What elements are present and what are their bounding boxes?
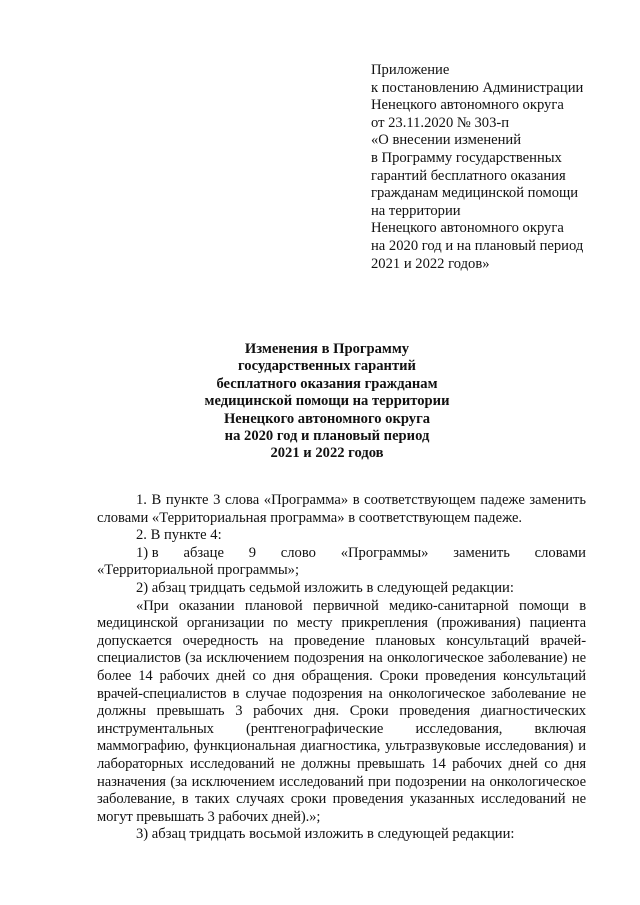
- appendix-line: Приложение: [371, 62, 450, 78]
- appendix-header: [371, 62, 631, 273]
- sub1-word: словами: [534, 544, 586, 561]
- appendix-line: к постановлению Администрации: [371, 79, 584, 96]
- appendix-line: на территории: [371, 202, 461, 219]
- appendix-line: на 2020 год и на плановый период: [371, 237, 584, 254]
- paragraph-sub-2: 2) абзац тридцать седьмой изложить в следующей редакции:: [136, 579, 514, 596]
- paragraph-sub-1: [97, 545, 586, 563]
- appendix-line: гарантий бесплатного оказания: [371, 167, 566, 184]
- paragraph-sub-1-tail: «Территориальной программы»;: [97, 562, 300, 579]
- sub1-word: абзаце: [183, 544, 224, 561]
- paragraph-item-2: 2. В пункте 4:: [136, 527, 222, 544]
- appendix-line: гражданам медицинской помощи: [371, 185, 579, 202]
- appendix-line: от 23.11.2020 № 303-п: [371, 114, 510, 131]
- title-line: государственных гарантий: [238, 358, 416, 375]
- title-line: 2021 и 2022 годов: [270, 445, 384, 462]
- paragraph-sub-3: 3) абзац тридцать восьмой изложить в следующей редакции:: [136, 826, 515, 843]
- appendix-line: 2021 и 2022 годов»: [371, 255, 490, 272]
- title-line: Ненецкого автономного округа: [223, 410, 431, 427]
- sub1-word: заменить: [453, 544, 510, 561]
- paragraph-item-1: 1. В пункте 3 слова «Программа» в соответствующем падеже заменить словами «Территориальная программа» в соответствующем падеже.: [97, 492, 586, 526]
- sub1-word: «Программы»: [340, 544, 429, 561]
- sub1-word: слово: [280, 544, 316, 561]
- title-line: Изменения в Программу: [244, 341, 410, 357]
- title-line: медицинской помощи на территории: [204, 393, 450, 410]
- paragraph-quote: «При оказании плановой первичной медико-санитарной помощи в медицинской организации по месту прикрепления (проживания) пациента допускается очередность на проведение плановых консультаций врачей-специалистов (за исключением подозрения на онкологическое заболевание) не более 14 рабочих дней со дня обращения. Сроки проведения консультаций врачей-специалистов в случае подозрения на онкологическое заболевание не должны превышать 3 рабочих дня. Сроки проведения диагностических инструментальных (рентгенографические исследования, включая маммографию, функциональная диагностика, ультразвуковые исследования) и лабораторных исследований не должны превышать 14 рабочих дней со дня назначения (за исключением исследований при подозрении на онкологическое заболевание, в таких случаях сроки проведения указанных исследований не могут превышать 3 рабочих дней).»;: [97, 597, 586, 825]
- sub1-word: 9: [248, 544, 256, 561]
- appendix-line: в Программу государственных: [371, 149, 562, 166]
- document-title: [120, 341, 534, 463]
- appendix-line: «О внесении изменений: [371, 132, 522, 149]
- document-body: [97, 492, 586, 844]
- appendix-line: Ненецкого автономного округа: [371, 220, 564, 237]
- sub1-word: 1) в: [136, 544, 159, 561]
- appendix-line: Ненецкого автономного округа: [371, 97, 564, 114]
- title-line: бесплатного оказания гражданам: [216, 375, 438, 392]
- title-line: на 2020 год и плановый период: [224, 427, 430, 444]
